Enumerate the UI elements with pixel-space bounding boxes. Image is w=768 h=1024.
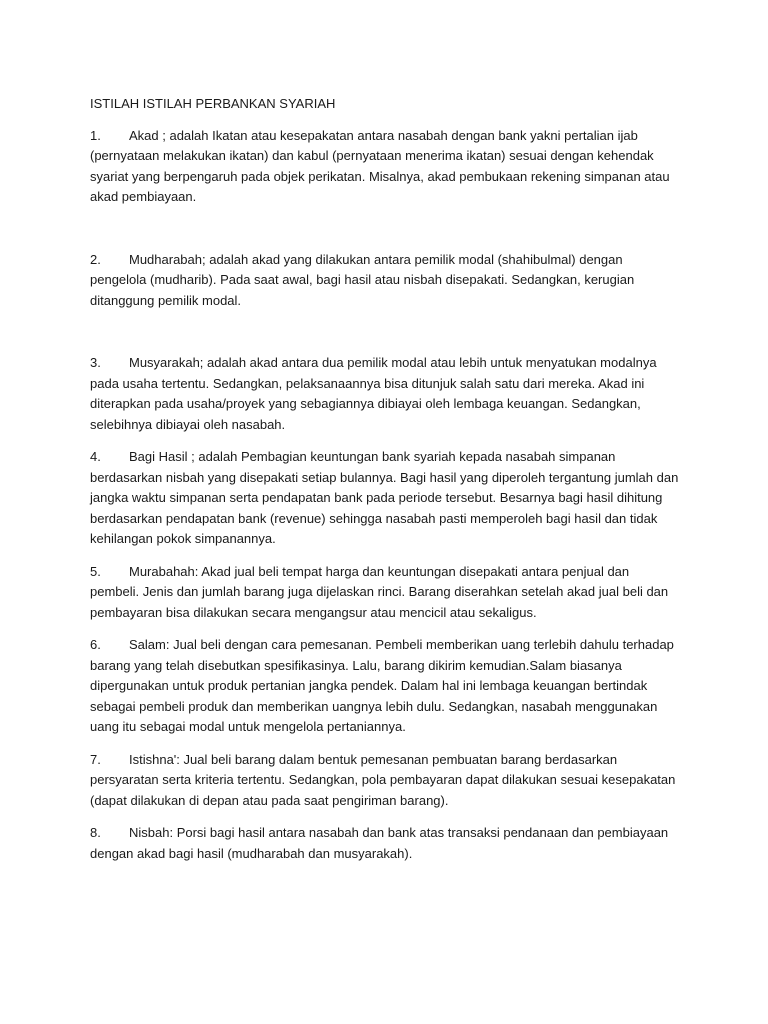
item-text: Murabahah: Akad jual beli tempat harga dan keuntungan disepakati antara penjual dan pembeli. Jenis dan jumlah barang juga dijelaskan rinci. Barang diserahkan setelah akad jual beli dan pembayaran bisa dilakukan secara mengangsur atau mencicil atau sekaligus. — [90, 563, 669, 620]
item-number: 3. — [90, 355, 101, 370]
item-number: 6. — [90, 637, 101, 652]
item-text: Mudharabah; adalah akad yang dilakukan antara pemilik modal (shahibulmal) dengan pengelola (mudharib). Pada saat awal, bagi hasil atau nisbah disepakati. Sedangkan, kerugian ditanggung pemilik modal. — [90, 251, 635, 308]
item-number: 7. — [90, 751, 101, 767]
list-item — [90, 447, 680, 550]
item-number: 1. — [90, 127, 101, 143]
item-number: 4. — [90, 449, 101, 464]
item-text: Salam: Jual beli dengan cara pemesanan. Pembeli memberikan uang terlebih dahulu terhadap barang yang telah disebutkan spesifikasinya. Lalu, barang dikirim kemudian.Salam biasanya dipergunakan untuk produk pertanian jangka pendek. Dalam hal ini lembaga keuangan bertindak sebagai pembeli produk dan memberikan uangnya lebih dulu. Sedangkan, nasabah menggunakan uang itu sebagai modal untuk mengelola pertaniannya. — [90, 637, 674, 734]
list-item — [90, 750, 680, 812]
item-number: 8. — [90, 825, 101, 840]
list-item — [90, 562, 680, 624]
item-number: 5. — [90, 563, 101, 579]
item-text: Istishna': Jual beli barang dalam bentuk pemesanan pembuatan barang berdasarkan persyaratan serta kriteria tertentu. Sedangkan, pola pembayaran dapat dilakukan sesuai kesepakatan (dapat dilakukan di depan atau pada saat pengiriman barang). — [90, 751, 676, 808]
item-text: Musyarakah; adalah akad antara dua pemilik modal atau lebih untuk menyatukan modalnya pada usaha tertentu. Sedangkan, pelaksanaannya bisa ditunjuk salah satu dari mereka. Akad ini diterapkan pada usaha/proyek yang sebagiannya dibiayai oleh lembaga keuangan. Sedangkan, selebihnya dibiayai oleh nasabah. — [90, 355, 657, 432]
list-item — [90, 250, 680, 312]
list-item — [90, 635, 680, 738]
document-title: ISTILAH ISTILAH PERBANKAN SYARIAH — [90, 96, 336, 111]
document-page — [90, 94, 680, 876]
item-text: Nisbah: Porsi bagi hasil antara nasabah dan bank atas transaksi pendanaan dan pembiayaan dengan akad bagi hasil (mudharabah dan musyarakah). — [90, 825, 669, 861]
list-item — [90, 353, 680, 435]
list-item — [90, 126, 680, 208]
list-item — [90, 823, 680, 864]
item-text: Akad ; adalah Ikatan atau kesepakatan antara nasabah dengan bank yakni pertalian ijab (pernyataan melakukan ikatan) dan kabul (pernyataan menerima ikatan) sesuai dengan kehendak syariat yang berpengaruh pada objek perikatan. Misalnya, akad pembukaan rekening simpanan atau akad pembiayaan. — [90, 127, 670, 204]
item-text: Bagi Hasil ; adalah Pembagian keuntungan bank syariah kepada nasabah simpanan berdasarkan nisbah yang disepakati setiap bulannya. Bagi hasil yang diperoleh tergantung jumlah dan jangka waktu simpanan serta pendapatan bank pada periode tersebut. Besarnya bagi hasil dihitung berdasarkan pendapatan bank (revenue) sehingga nasabah pasti memperoleh bagi hasil dan tidak kehilangan pokok simpanannya. — [90, 449, 679, 546]
item-number: 2. — [90, 251, 101, 267]
